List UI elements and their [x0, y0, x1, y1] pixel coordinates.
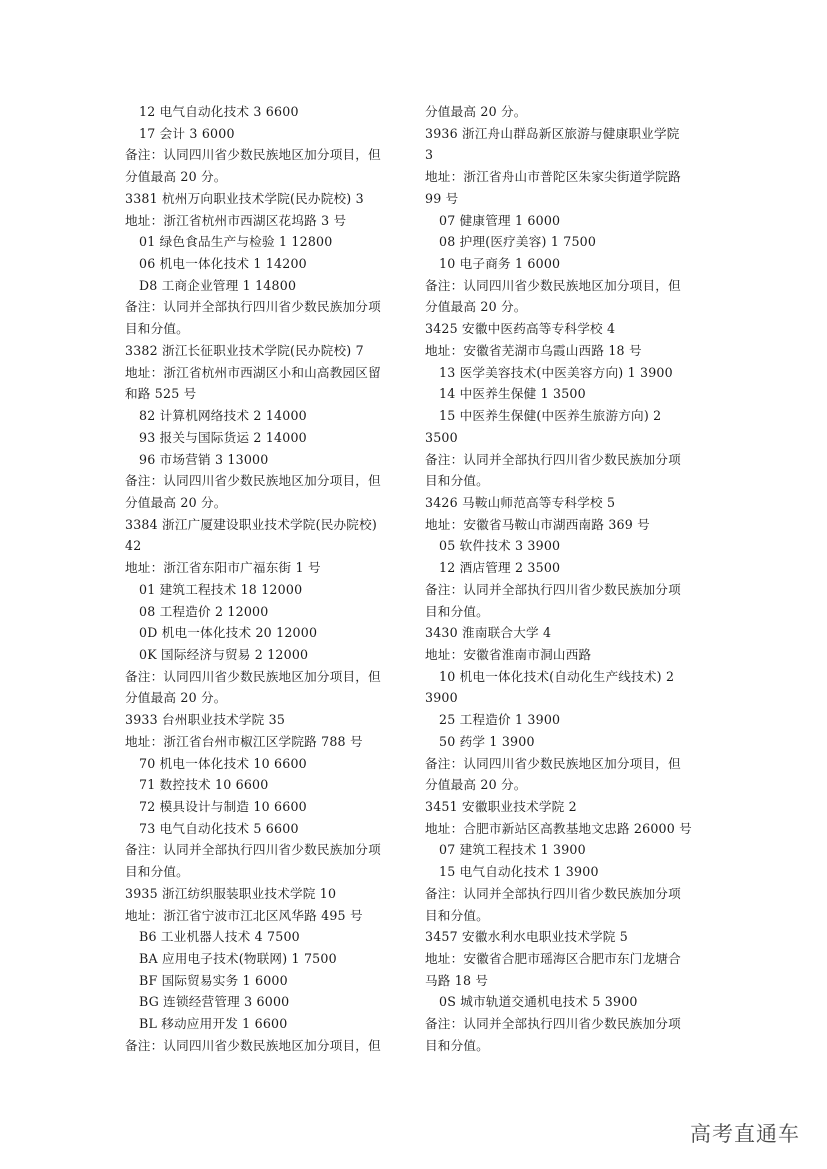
text-line: 01 绿色食品生产与检验 1 12800 — [139, 234, 333, 250]
text-line: 15 电气自动化技术 1 3900 — [439, 864, 599, 880]
right-column — [425, 101, 705, 1057]
text-line: 42 — [125, 538, 142, 554]
text-line: 96 市场营销 3 13000 — [139, 451, 269, 467]
text-line: 08 护理(医疗美容) 1 7500 — [439, 234, 597, 250]
text-line: 目和分值。 — [425, 1037, 489, 1053]
text-line: 14 中医养生保健 1 3500 — [439, 386, 586, 402]
text-line: 分值最高 20 分。 — [425, 299, 527, 315]
text-line: 93 报关与国际货运 2 14000 — [139, 429, 307, 445]
text-line: 地址：浙江省宁波市江北区风华路 495 号 — [125, 907, 363, 923]
text-line: 地址：浙江省杭州市西湖区花坞路 3 号 — [125, 212, 347, 228]
text-line: 06 机电一体化技术 1 14200 — [139, 256, 307, 272]
text-line: 备注：认同并全部执行四川省少数民族加分项 — [425, 451, 681, 467]
text-line: 目和分值。 — [425, 603, 489, 619]
text-line: 备注：认同并全部执行四川省少数民族加分项 — [125, 842, 381, 858]
text-line: 07 健康管理 1 6000 — [439, 212, 561, 228]
text-line: 3500 — [425, 429, 458, 445]
text-line: 25 工程造价 1 3900 — [439, 712, 561, 728]
text-line: 马路 18 号 — [425, 972, 489, 988]
text-line: BA 应用电子技术(物联网) 1 7500 — [139, 951, 337, 967]
text-line: 地址：安徽省芜湖市乌霞山西路 18 号 — [425, 342, 642, 358]
left-column — [125, 101, 405, 1057]
text-line: 13 医学美容技术(中医美容方向) 1 3900 — [439, 364, 673, 380]
text-line: 10 电子商务 1 6000 — [439, 256, 561, 272]
text-line: 3381 杭州万向职业技术学院(民办院校) 3 — [125, 190, 364, 206]
text-line: 备注：认同四川省少数民族地区加分项目，但 — [125, 668, 381, 684]
text-line: 目和分值。 — [425, 473, 489, 489]
text-line: 70 机电一体化技术 10 6600 — [139, 755, 307, 771]
text-line: 备注：认同四川省少数民族地区加分项目，但 — [425, 755, 681, 771]
text-line: B6 工业机器人技术 4 7500 — [139, 929, 300, 945]
text-line: 3382 浙江长征职业技术学院(民办院校) 7 — [125, 342, 364, 358]
text-line: 目和分值。 — [125, 321, 189, 337]
text-line: 71 数控技术 10 6600 — [139, 777, 269, 793]
text-line: 备注：认同四川省少数民族地区加分项目，但 — [425, 277, 681, 293]
text-line: D8 工商企业管理 1 14800 — [139, 277, 297, 293]
text-line: 0D 机电一体化技术 20 12000 — [139, 625, 318, 641]
text-line: 0S 城市轨道交通机电技术 5 3900 — [439, 994, 638, 1010]
text-line: 10 机电一体化技术(自动化生产线技术) 2 — [439, 668, 675, 684]
text-line: 目和分值。 — [125, 864, 189, 880]
text-line: 备注：认同四川省少数民族地区加分项目，但 — [125, 473, 381, 489]
text-line: 17 会计 3 6000 — [139, 125, 235, 141]
text-line: BG 连锁经营管理 3 6000 — [139, 994, 290, 1010]
text-line: 3 — [425, 147, 434, 163]
text-line: 地址：浙江省舟山市普陀区朱家尖街道学院路 — [425, 169, 681, 185]
text-line: 分值最高 20 分。 — [425, 777, 527, 793]
text-line: 3430 淮南联合大学 4 — [425, 625, 552, 641]
text-line: 3451 安徽职业技术学院 2 — [425, 799, 577, 814]
text-line: 82 计算机网络技术 2 14000 — [139, 408, 307, 424]
text-line: 备注：认同并全部执行四川省少数民族加分项 — [425, 581, 681, 597]
text-line: 分值最高 20 分。 — [125, 169, 227, 185]
text-line: 地址：安徽省淮南市洞山西路 — [425, 646, 592, 662]
text-line: 3933 台州职业技术学院 35 — [125, 712, 286, 728]
text-line: 地址：浙江省杭州市西湖区小和山高教园区留 — [125, 364, 381, 380]
text-line: 3936 浙江舟山群岛新区旅游与健康职业学院 — [425, 125, 680, 141]
text-line: 地址：安徽省合肥市瑶海区合肥市东门龙塘合 — [425, 951, 681, 967]
text-line: 0K 国际经济与贸易 2 12000 — [139, 646, 309, 662]
text-line: 3426 马鞍山师范高等专科学校 5 — [425, 494, 616, 510]
text-line: 12 电气自动化技术 3 6600 — [139, 104, 299, 119]
text-line: BL 移动应用开发 1 6600 — [139, 1016, 288, 1032]
watermark-logo: 高考直通车 — [690, 1122, 800, 1146]
text-line: 05 软件技术 3 3900 — [439, 538, 561, 554]
text-line: 地址：浙江省台州市椒江区学院路 788 号 — [125, 733, 363, 749]
text-line: 3425 安徽中医药高等专科学校 4 — [425, 321, 616, 337]
text-line: 备注：认同四川省少数民族地区加分项目，但 — [125, 147, 381, 163]
text-line: 备注：认同四川省少数民族地区加分项目，但 — [125, 1037, 381, 1053]
text-line: 备注：认同并全部执行四川省少数民族加分项 — [125, 299, 381, 315]
text-line: 3384 浙江广厦建设职业技术学院(民办院校) — [125, 516, 377, 532]
text-line: 3900 — [425, 690, 458, 706]
text-line: 01 建筑工程技术 18 12000 — [139, 581, 303, 597]
text-line: BF 国际贸易实务 1 6000 — [139, 972, 288, 988]
text-line: 备注：认同并全部执行四川省少数民族加分项 — [425, 1016, 681, 1032]
text-line: 地址：浙江省东阳市广福东街 1 号 — [125, 560, 321, 576]
text-line: 3457 安徽水利水电职业技术学院 5 — [425, 929, 628, 945]
text-line: 99 号 — [425, 190, 459, 206]
text-line: 08 工程造价 2 12000 — [139, 603, 269, 619]
text-line: 12 酒店管理 2 3500 — [439, 560, 561, 576]
text-line: 地址：合肥市新站区高教基地文忠路 26000 号 — [425, 820, 692, 836]
text-line: 50 药学 1 3900 — [439, 733, 535, 749]
text-line: 分值最高 20 分。 — [425, 104, 527, 119]
text-line: 分值最高 20 分。 — [125, 494, 227, 510]
text-line: 备注：认同并全部执行四川省少数民族加分项 — [425, 885, 681, 901]
text-line: 和路 525 号 — [125, 386, 197, 402]
text-line: 15 中医养生保健(中医养生旅游方向) 2 — [439, 408, 662, 424]
text-line: 73 电气自动化技术 5 6600 — [139, 820, 299, 836]
text-line: 地址：安徽省马鞍山市湖西南路 369 号 — [425, 516, 650, 532]
text-line: 07 建筑工程技术 1 3900 — [439, 842, 586, 858]
text-line: 3935 浙江纺织服装职业技术学院 10 — [125, 885, 337, 901]
text-line: 分值最高 20 分。 — [125, 690, 227, 706]
text-line: 目和分值。 — [425, 907, 489, 923]
text-line: 72 模具设计与制造 10 6600 — [139, 799, 307, 814]
